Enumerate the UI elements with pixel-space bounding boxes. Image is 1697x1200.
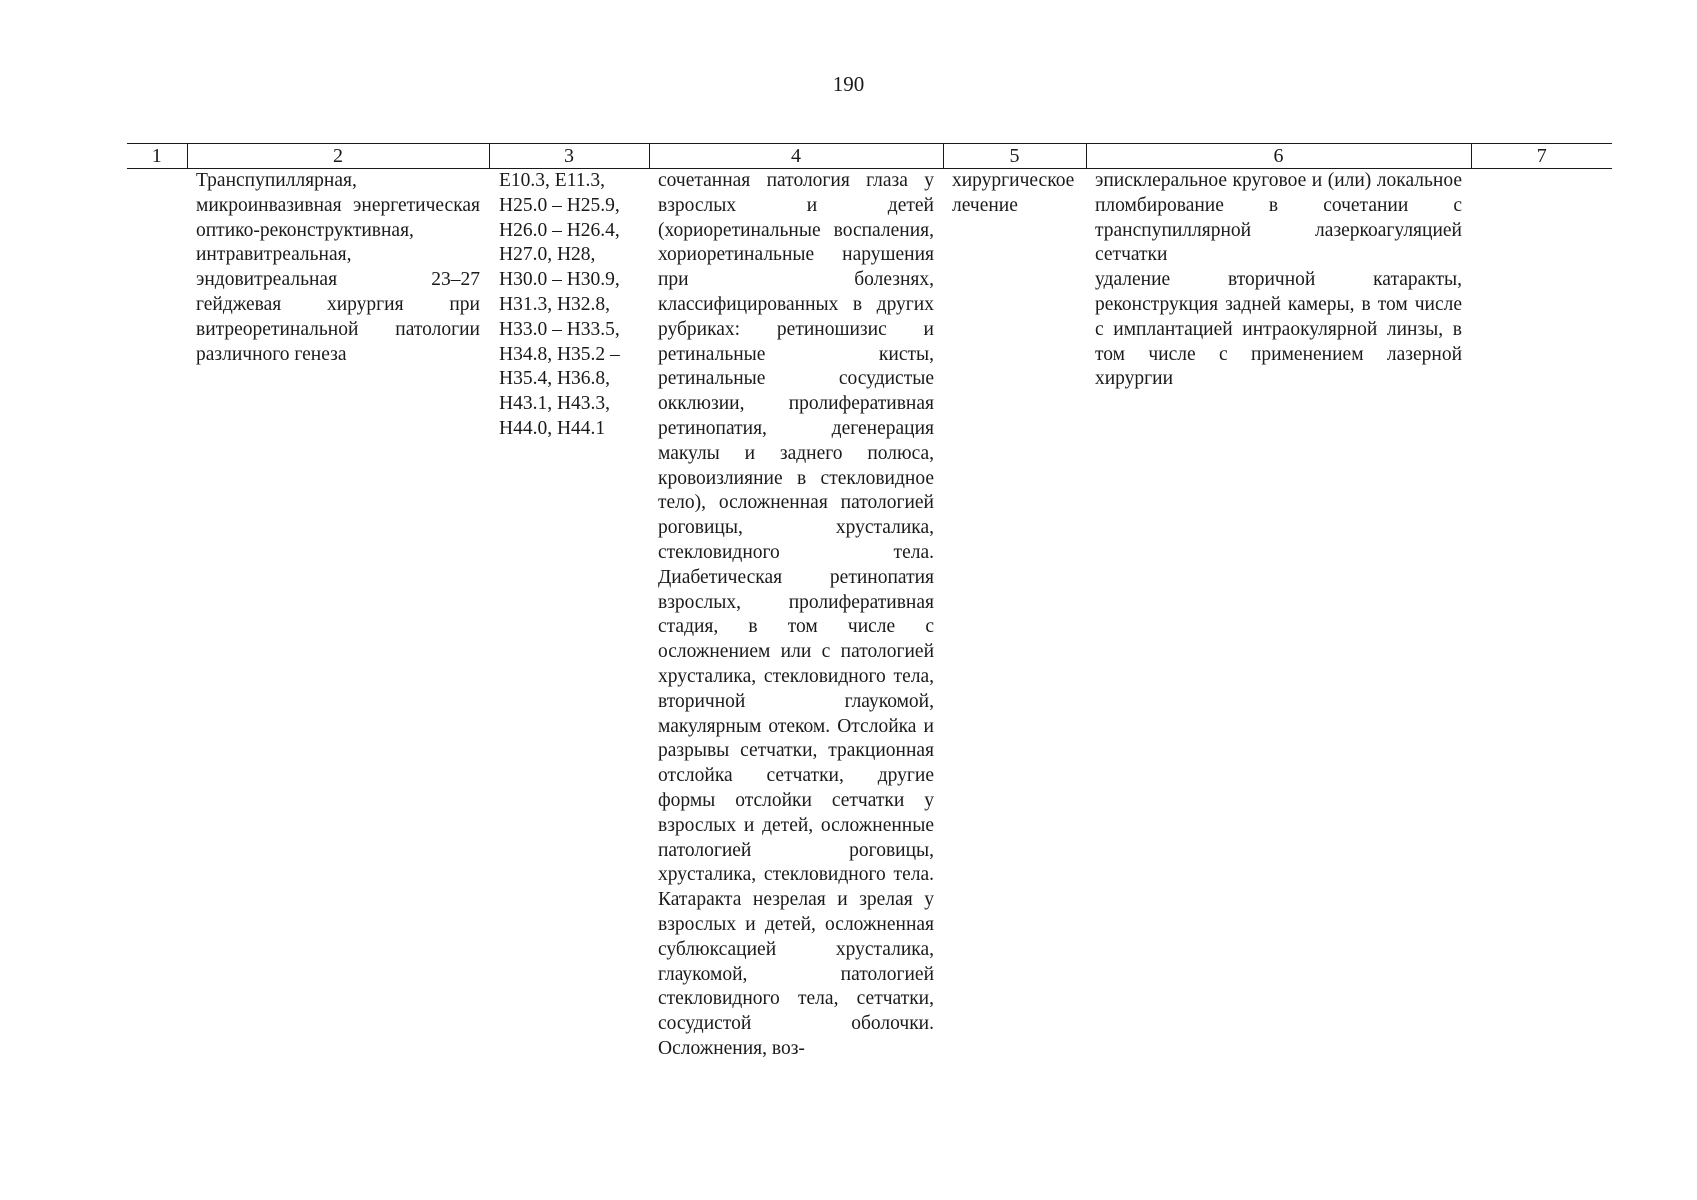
- column-number-2: 2: [187, 144, 489, 169]
- icd-code-line: H34.8, H35.2 –: [499, 343, 620, 365]
- icd-code-line: H43.1, H43.3,: [499, 393, 611, 415]
- page-number: 190: [832, 72, 865, 96]
- procedure-table: [127, 143, 1612, 1062]
- method-paragraph: удаление вторичной катаракты, реконструкция задней камеры, в том числе с имплантацией интраокулярной линзы, в том числе с применением лазерной хирургии: [1095, 269, 1462, 390]
- cell-diagnosis: сочетанная патология глаза у взрослых и детей (хориоретинальные воспаления, хориоретинальные нарушения при болезнях, классифицированных в других рубриках: ретиношизис и ретинальные кисты, ретинальные сосудистые окклюзии, пролиферативная ретинопатия, дегенерация макулы и заднего полюса, кровоизлияние в стекловидное тело), осложненная патологией роговицы, хрусталика, стекловидного тела. Диабетическая ретинопатия взрослых, пролиферативная стадия, в том числе с осложнением или с патологией хрусталика, стекловидного тела, вторичной глаукомой, макулярным отеком. Отслойка и разрывы сетчатки, тракционная отслойка сетчатки, другие формы отслойки сетчатки у взрослых и детей, осложненные патологией роговицы, хрусталика, стекловидного тела. Катаракта незрелая и зрелая у взрослых и детей, осложненная сублюксацией хрусталика, глаукомой, патологией стекловидного тела, сетчатки, сосудистой оболочки. Осложнения, воз-: [658, 170, 934, 1059]
- column-number-1: 1: [127, 144, 187, 169]
- icd-code-line: H30.0 – H30.9,: [499, 269, 620, 291]
- cell-procedure-name: Транспупиллярная, микроинвазивная энергетическая оптико-реконструктивная, интравитреальная, эндовитреальная 23–27 гейджевая хирургия при витреоретинальной патологии различного генеза: [196, 170, 480, 365]
- icd-code-line: H44.0, H44.1: [499, 417, 606, 439]
- icd-code-line: H33.0 – H33.5,: [499, 318, 620, 340]
- column-number-4: 4: [649, 144, 943, 169]
- column-number-3: 3: [489, 144, 649, 169]
- table-row: [127, 169, 1612, 1062]
- icd-code-line: E10.3, E11.3,: [499, 170, 605, 191]
- cell-method: [1086, 169, 1471, 1062]
- icd-code-line: H26.0 – H26.4,: [499, 219, 620, 241]
- icd-code-line: H35.4, H36.8,: [499, 368, 611, 390]
- icd-code-line: H31.3, H32.8,: [499, 293, 611, 315]
- cell-index: [127, 169, 187, 1062]
- column-number-6: 6: [1086, 144, 1471, 169]
- icd-code-line: H27.0, H28,: [499, 244, 596, 266]
- cell-treatment-type: хирургическое лечение: [952, 170, 1075, 216]
- column-number-5: 5: [943, 144, 1086, 169]
- icd-code-line: H25.0 – H25.9,: [499, 194, 620, 216]
- column-number-7: 7: [1471, 144, 1612, 169]
- table-header-row: [127, 144, 1612, 169]
- method-paragraph: эписклеральное круговое и (или) локальное пломбирование в сочетании с транспупиллярной лазеркоагуляцией сетчатки: [1095, 170, 1462, 266]
- cell-column-7: [1471, 169, 1612, 1062]
- cell-icd-codes: [489, 169, 649, 1062]
